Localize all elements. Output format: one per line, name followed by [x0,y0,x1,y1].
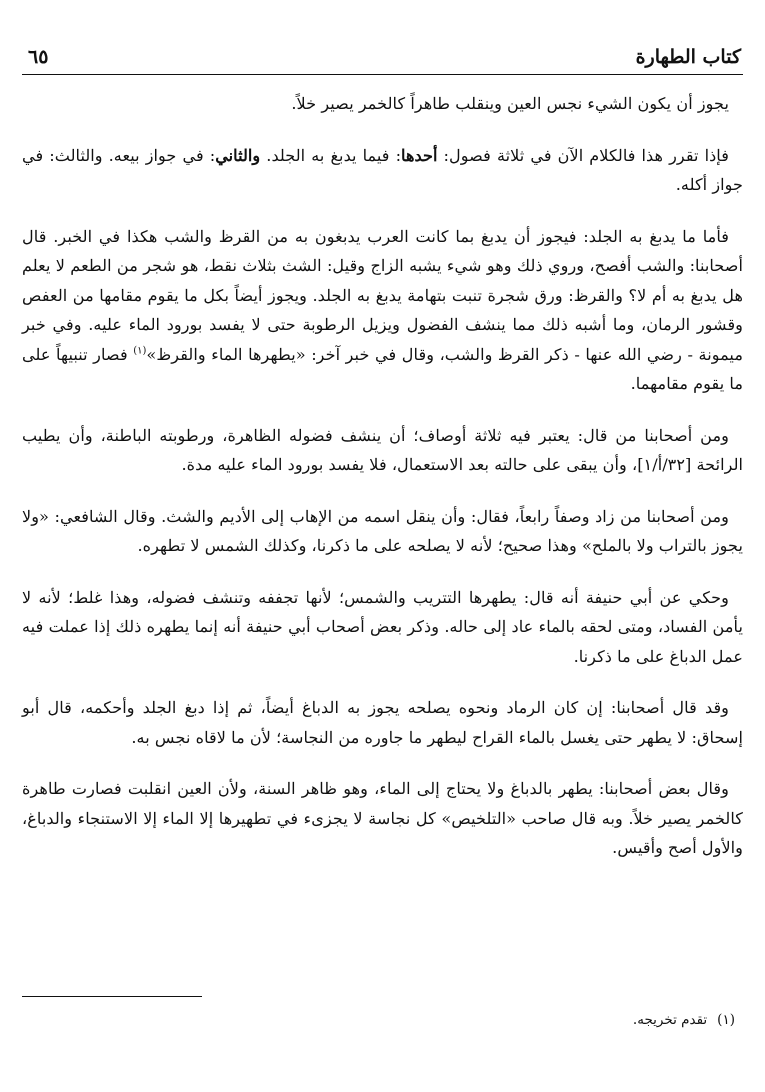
paragraph-text: فأما ما يدبغ به الجلد: فيجوز أن يدبغ بما كانت العرب يدبغون به من القرظ والشب هكذا في الخبر. قال أصحابنا: والشب أفصح، وروي ذلك وهو شيء يشبه الزاج وقيل: الشث بثلاث نقط، هو شجر من الطعم لا يعلم هل يدبغ به أم لا؟ والقرظ: ورق شجرة تنبت بتهامة يدبغ به الجلد. ويجوز أيضاً بكل ما يقوم مقامها من العفص وقشور الرمان، وما أشبه ذلك مما ينشف الفضول ويزيل الرطوبة حتى لا يفسد بورود الماء عليه. وفي خبر ميمونة - رضي الله عنها - ذكر القرظ والشب، وقال في خبر آخر: «يطهرها الماء والقرظ» [22,226,743,364]
paragraph-text: : فيما يدبغ به الجلد. [260,145,402,165]
footnote-divider [22,996,202,997]
paragraph-text: ومن أصحابنا من قال: يعتبر فيه ثلاثة أوصاف؛ أن ينشف فضوله الظاهرة، ورطوبته الباطنة، وأن يطيب الرائحة [٣٢/أ/١]، وأن يبقى على حالته بعد الاستعمال، فلا يفسد بورود الماء عليه مدة. [22,425,743,474]
paragraph-text: وقال بعض أصحابنا: يطهر بالدباغ ولا يحتاج إلى الماء، وهو ظاهر السنة، ولأن العين انقلبت فصارت طاهرة كالخمر يصير خلاً. وبه قال صاحب «التلخيص» كل نجاسة لا يجزىء في تطهيرها إلا الماء إلا الاستنجاء والدباغ، والأول أصح وأقيس. [22,779,743,857]
paragraph-1 [22,89,743,119]
paragraph-text: ومن أصحابنا من زاد وصفاً رابعاً، فقال: وأن ينقل اسمه من الإهاب إلى الأديم والشث. وقال الشافعي: «ولا يجوز بالتراب ولا بالملح» وهذا صحيح؛ لأنه لا يصلحه على ما ذكرنا، وكذلك الشمس لا تطهره. [22,506,743,555]
paragraph-6 [22,583,743,672]
paragraph-text: وحكي عن أبي حنيفة أنه قال: يطهرها التتريب والشمس؛ لأنها تجففه وتنشف فضوله، وهذا غلط؛ لأنه لا يأمن الفساد، ومتى لحقه بالماء عاد إلى حاله. وذكر بعض أصحاب أبي حنيفة أنه إنما يطهره ذلك إذا عملت فيه عمل الدباغ على ما ذكرنا. [22,587,743,666]
footnote-reference[interactable]: (١) [133,345,147,357]
paragraph-text: فصار تنبيهاً على ما يقوم مقامهما. [22,344,743,393]
bold-term-second: والثاني [215,145,261,165]
paragraph-text: يجوز أن يكون الشيء نجس العين وينقلب طاهراً كالخمر يصير خلاً. [291,94,729,113]
book-page [22,40,743,1070]
paragraph-text: وقد قال أصحابنا: إن كان الرماد ونحوه يصلحه يجوز به الدباغ أيضاً، ثم إذا دبغ الجلد وأحكمه، قال أبو إسحاق: لا يطهر حتى يغسل بالماء القراح ليطهر ما جاوره من النجاسة؛ لأن ما لاقاه نجس به. [22,698,743,747]
bold-term-first: أحدها [401,145,438,165]
paragraph-text: : في جواز بيعه. والثالث: في جواز أكله. [22,145,743,194]
book-title: كتاب الطهارة [635,46,741,68]
paragraph-5 [22,502,743,561]
paragraph-4 [22,421,743,480]
page-header [22,40,743,75]
paragraph-text: فإذا تقرر هذا فالكلام الآن في ثلاثة فصول: [437,145,729,165]
paragraph-2 [22,141,743,200]
paragraph-8 [22,774,743,863]
main-text [22,89,743,863]
paragraph-7 [22,693,743,752]
footnote-number: (١) [717,1012,735,1028]
page-number: ٦٥ [28,46,49,68]
footnote-text: تقدم تخريجه. [632,1012,708,1028]
paragraph-3 [22,222,743,399]
footnote [633,1012,735,1028]
